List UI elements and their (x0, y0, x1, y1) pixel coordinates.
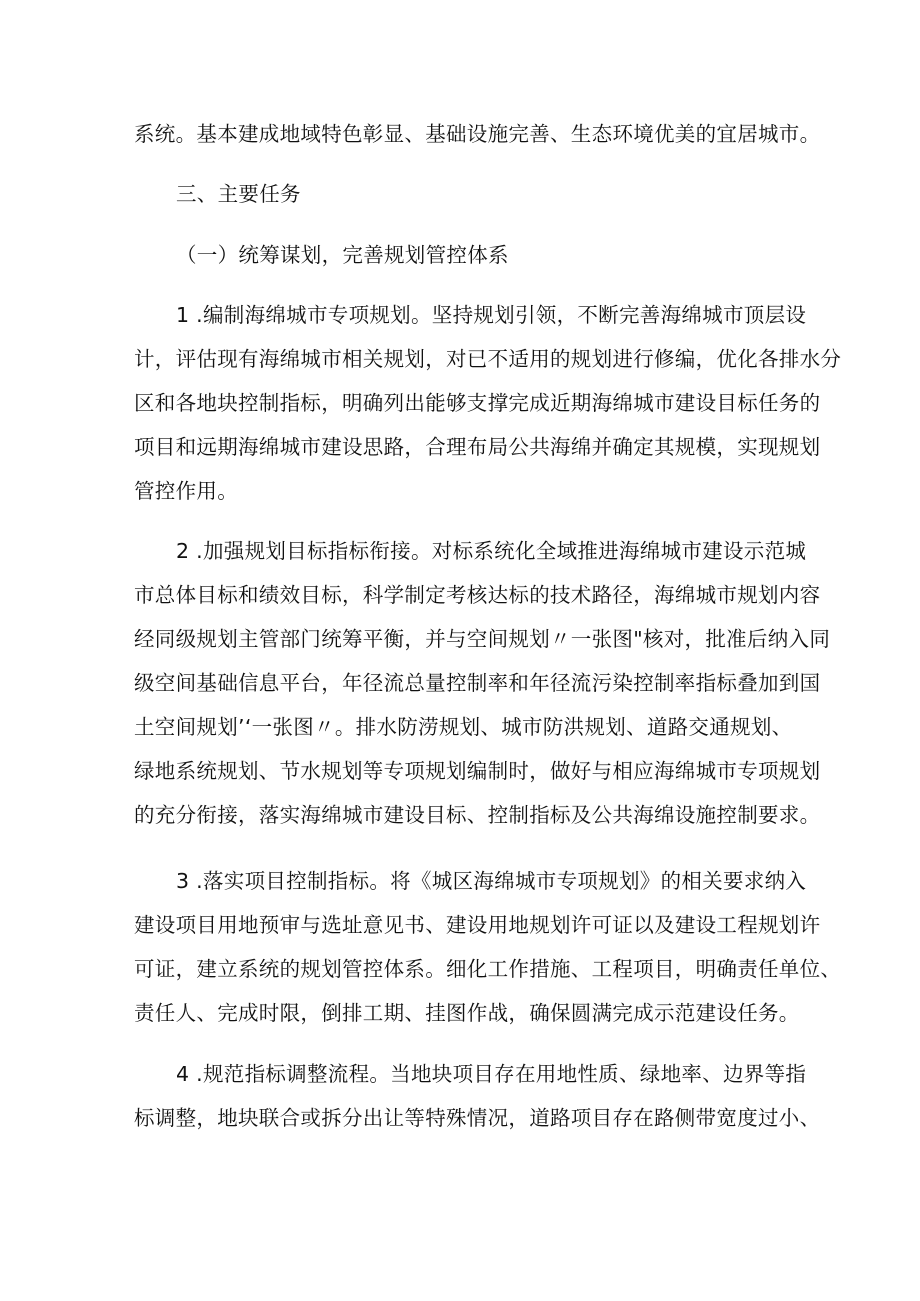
paragraph-line: 管控作用。 (134, 479, 238, 503)
paragraph-line: 市总体目标和绩效目标，科学制定考核达标的技术路径，海绵城市规划内容 (134, 583, 821, 607)
paragraph-line: 经同级规划主管部门统筹平衡，并与空间规划〃一张图"核对，批准后纳入同 (134, 627, 831, 651)
paragraph-line: 1 .编制海绵城市专项规划。坚持规划引领，不断完善海绵城市顶层设 (176, 303, 807, 327)
paragraph-line: 2 .加强规划目标指标衔接。对标系统化全域推进海绵城市建设示范城 (176, 539, 807, 563)
paragraph-line: 责任人、完成时限，倒排工期、挂图作战，确保圆满完成示范建设任务。 (134, 1001, 800, 1025)
paragraph-line: 3 .落实项目控制指标。将《城区海绵城市专项规划》的相关要求纳入 (176, 869, 807, 893)
opening-line: 系统。基本建成地域特色彰显、基础设施完善、生态环境优美的宜居城市。 (134, 122, 821, 146)
paragraph-line: 可证，建立系统的规划管控体系。细化工作措施、工程项目，明确责任单位、 (134, 957, 842, 981)
paragraph-line: 的充分衔接，落实海绵城市建设目标、控制指标及公共海绵设施控制要求。 (134, 803, 821, 827)
paragraph-line: 标调整，地块联合或拆分出让等特殊情况，道路项目存在路侧带宽度过小、 (134, 1106, 821, 1130)
paragraph-line: 区和各地块控制指标，明确列出能够支撑完成近期海绵城市建设目标任务的 (134, 391, 821, 415)
paragraph-line: 建设项目用地预审与选址意见书、建设用地规划许可证以及建设工程规划许 (134, 913, 821, 937)
paragraph-line: 土空间规划’‘一张图〃。排水防涝规划、城市防洪规划、道路交通规划、 (134, 715, 793, 739)
paragraph-line: 4 .规范指标调整流程。当地块项目存在用地性质、绿地率、边界等指 (176, 1062, 807, 1086)
paragraph-line: 绿地系统规划、节水规划等专项规划编制时，做好与相应海绵城市专项规划 (134, 759, 821, 783)
paragraph-line: 项目和远期海绵城市建设思路，合理布局公共海绵并确定其规模，实现规划 (134, 435, 821, 459)
subsection-heading: （一）统筹谋划，完善规划管控体系 (176, 243, 509, 267)
paragraph-line: 级空间基础信息平台，年径流总量控制率和年径流污染控制率指标叠加到国 (134, 671, 821, 695)
section-heading: 三、主要任务 (176, 182, 301, 206)
paragraph-line: 计，评估现有海绵城市相关规划，对已不适用的规划进行修编，优化各排水分 (134, 347, 842, 371)
